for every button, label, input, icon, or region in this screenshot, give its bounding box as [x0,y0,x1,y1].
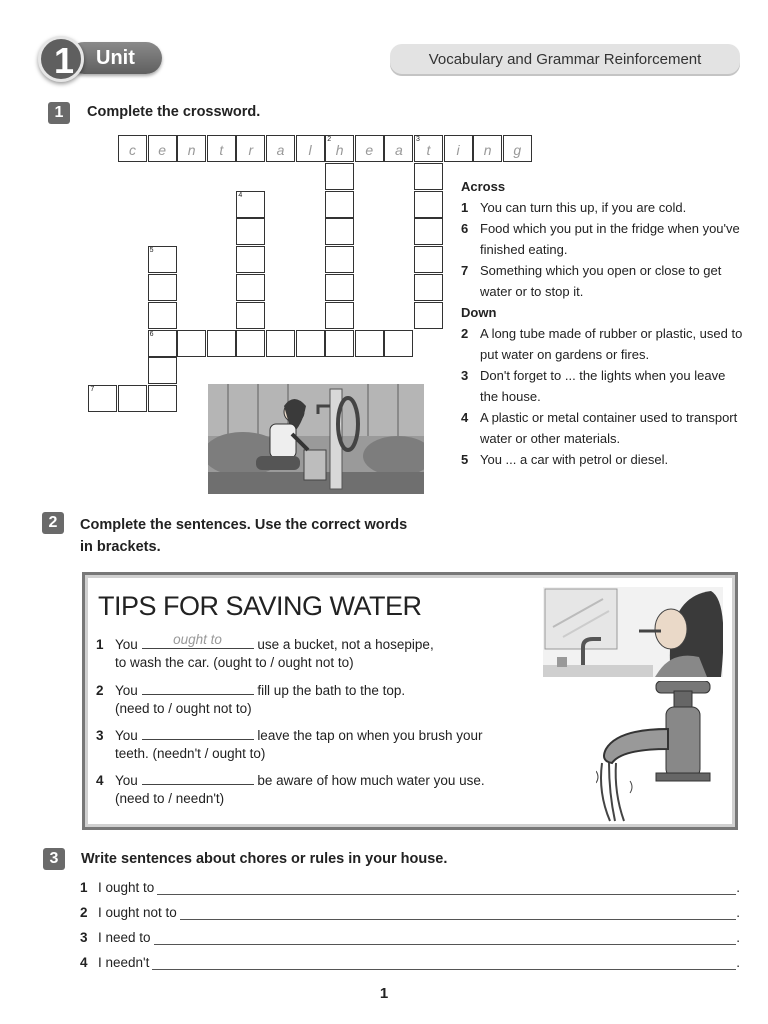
clue-item [461,449,746,470]
crossword-cell[interactable] [355,330,384,357]
crossword-cell[interactable] [414,302,443,329]
crossword-cell[interactable] [384,135,413,162]
crossword-example-letter: a [276,142,285,158]
tip-answer-blank[interactable] [142,680,254,695]
clue-number: 7 [461,263,469,278]
page-number: 1 [379,985,389,1002]
crossword-cell[interactable] [236,191,265,218]
clue-text: A plastic or metal container used to transport water or other materials. [480,410,738,446]
clue-item [461,260,746,302]
crossword-cell[interactable] [266,330,295,357]
crossword-cell[interactable] [325,302,354,329]
crossword-cell[interactable] [266,135,295,162]
line-end-period: . [736,905,740,920]
girl-filling-bucket-illustration [208,384,424,494]
crossword-cell[interactable] [177,330,206,357]
tip-answer: ought to [173,632,222,647]
line-number: 1 [80,880,88,895]
tip-item [96,725,482,743]
crossword-clue-number: 6 [149,330,154,338]
section-2-instruction [80,514,407,558]
tip-suffix: leave the tap on when you brush your [257,728,483,743]
tip-item [96,770,485,788]
clue-text: Something which you open or close to get water or to stop it. [480,263,722,299]
woman-brushing-teeth-illustration [543,587,723,677]
crossword-example-letter: t [219,142,224,158]
line-prompt: I needn't [98,955,150,970]
crossword-example-letter: e [365,142,374,158]
crossword-example-letter: g [513,142,522,158]
tip-item-line2: to wash the car. (ought to / ought not to) [115,655,354,670]
crossword-example-letter: c [129,142,136,158]
tip-prefix: You [115,683,138,698]
crossword-cell[interactable] [384,330,413,357]
section-1-instruction: Complete the crossword. [87,104,261,120]
tip-number: 4 [96,773,104,788]
tip-prefix: You [115,728,138,743]
section-2-number: 2 [42,512,64,534]
crossword-clue-number: 7 [90,386,95,394]
line-end-period: . [736,930,740,945]
line-prompt: I need to [98,930,151,945]
line-end-period: . [736,955,740,970]
crossword-cell[interactable] [148,330,177,357]
crossword-cell[interactable] [414,163,443,190]
unit-number: 1 [53,40,75,81]
crossword-cell[interactable] [148,385,177,412]
clue-item [461,218,746,260]
crossword-example-letter: n [187,142,196,158]
crossword-cell[interactable] [473,135,502,162]
crossword-clue-number: 4 [238,191,243,199]
crossword-cell[interactable] [148,135,177,162]
unit-badge [38,36,162,82]
crossword-cell[interactable] [177,135,206,162]
across-clue-list [461,197,746,302]
crossword-cell[interactable] [414,274,443,301]
tip-item [96,680,405,698]
crossword-clue-number: 2 [327,136,332,143]
answer-line[interactable] [180,906,736,920]
crossword-cell[interactable] [207,330,236,357]
clue-text: You can turn this up, if you are cold. [480,200,687,215]
clue-number: 1 [461,200,469,215]
line-number: 4 [80,955,88,970]
tip-number: 3 [96,728,104,743]
crossword-cell[interactable] [148,274,177,301]
crossword-cell[interactable] [414,246,443,273]
crossword-cell[interactable] [325,246,354,273]
tip-number: 2 [96,683,104,698]
crossword-cell[interactable] [355,135,384,162]
crossword-example-letter: e [158,142,166,158]
crossword-cell[interactable] [148,246,177,273]
tip-answer-blank[interactable] [142,770,254,785]
crossword-cell[interactable] [236,274,265,301]
crossword-cell[interactable] [414,218,443,245]
tip-item-line2: teeth. (needn't / ought to) [115,746,266,761]
clue-item [461,197,746,218]
crossword-cell[interactable] [325,191,354,218]
crossword-example-letter: a [394,142,403,158]
tip-number: 1 [96,637,104,652]
crossword-cell[interactable] [444,135,473,162]
crossword-cell[interactable] [148,357,177,384]
crossword-example-letter: n [483,142,492,158]
crossword-example-letter: l [308,142,312,158]
tip-suffix: be aware of how much water you use. [257,773,485,788]
tip-suffix: use a bucket, not a hosepipe, [257,637,434,652]
clue-text: You ... a car with petrol or diesel. [480,452,669,467]
section-3-number: 3 [43,848,65,870]
crossword-cell[interactable] [118,385,147,412]
crossword-clues [461,176,746,470]
line-number: 2 [80,905,88,920]
tips-title: TIPS FOR SAVING WATER [98,591,422,621]
line-number: 3 [80,930,88,945]
crossword-example-letter: h [335,142,344,158]
crossword-example-letter: t [426,142,431,158]
crossword-cell[interactable] [236,330,265,357]
writing-line [80,880,740,895]
crossword-cell[interactable] [88,385,117,412]
answer-line[interactable] [154,931,737,945]
crossword-cell[interactable] [236,302,265,329]
line-prompt: I ought not to [98,905,177,920]
writing-line [80,955,740,970]
answer-line[interactable] [157,881,736,895]
crossword-cell[interactable] [296,135,325,162]
crossword-cell[interactable] [236,135,265,162]
clue-text: A long tube made of rubber or plastic, used to put water on gardens or fires. [480,326,743,362]
tip-item [96,634,434,652]
crossword-cell[interactable] [325,330,354,357]
clue-number: 3 [461,368,469,383]
clue-item [461,407,746,449]
crossword-cell[interactable] [503,135,532,162]
down-clue-list [461,323,746,470]
clue-number: 6 [461,221,469,236]
tip-item-line2: (need to / ought not to) [115,701,252,716]
crossword-cell[interactable] [148,302,177,329]
writing-line [80,930,740,945]
crossword-cell[interactable] [236,218,265,245]
section-3-instruction: Write sentences about chores or rules in your house. [81,851,448,867]
unit-number-circle [38,36,84,82]
down-heading: Down [461,305,497,320]
crossword-cell[interactable] [414,191,443,218]
crossword-example-letter: i [456,142,460,158]
crossword-cell[interactable] [236,246,265,273]
crossword-cell[interactable] [414,135,443,162]
across-heading: Across [461,179,506,194]
tip-answer-blank[interactable] [142,634,254,649]
crossword-cell[interactable] [207,135,236,162]
clue-number: 4 [461,410,469,425]
tip-answer-blank[interactable] [142,725,254,740]
clue-number: 5 [461,452,469,467]
section-1-number: 1 [48,102,70,124]
header-banner [390,44,740,76]
clue-text: Food which you put in the fridge when you've finished eating. [480,221,740,257]
line-end-period: . [736,880,740,895]
tap-illustration [596,681,724,823]
answer-line[interactable] [152,956,736,970]
clue-text: Don't forget to ... the lights when you leave the house. [480,368,726,404]
line-prompt: I ought to [98,880,155,895]
crossword-cell[interactable] [325,218,354,245]
clue-item [461,365,746,407]
tip-prefix: You [115,637,138,652]
crossword-cell[interactable] [325,163,354,190]
crossword-cell[interactable] [325,135,354,162]
crossword-cell[interactable] [296,330,325,357]
header-title: Vocabulary and Grammar Reinforcement [428,51,702,68]
unit-label: Unit [96,47,135,69]
tip-suffix: fill up the bath to the top. [257,683,406,698]
clue-number: 2 [461,326,469,341]
crossword-cell[interactable] [118,135,147,162]
section-2-instruction-line2: in brackets. [80,539,161,555]
crossword-cell[interactable] [325,274,354,301]
tip-prefix: You [115,773,138,788]
writing-line [80,905,740,920]
crossword-clue-number: 5 [149,247,154,255]
tip-item-line2: (need to / needn't) [115,791,225,806]
section-2-instruction-line1: Complete the sentences. Use the correct words [80,517,408,533]
crossword-example-letter: r [248,142,254,158]
crossword-clue-number: 3 [416,136,420,143]
clue-item [461,323,746,365]
